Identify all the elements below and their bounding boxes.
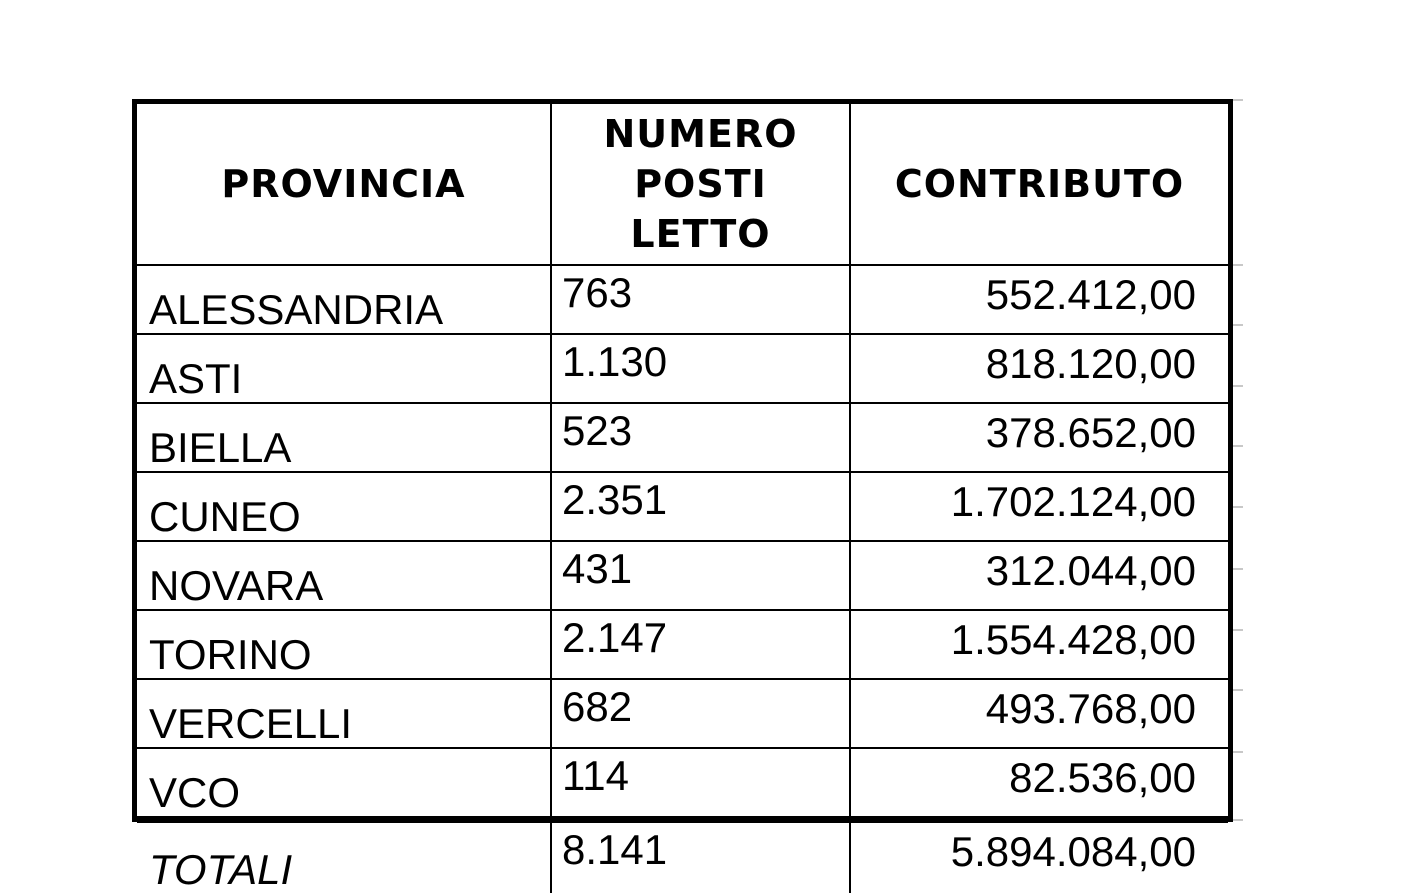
edge-tick — [1233, 445, 1243, 447]
header-contributo: CONTRIBUTO — [850, 104, 1228, 265]
header-numero-posti-letto-label: NUMERO POSTI LETTO — [603, 112, 798, 256]
edge-tick — [1233, 629, 1243, 631]
edge-tick — [1233, 819, 1243, 821]
edge-tick — [1233, 99, 1243, 101]
edge-tick — [1233, 385, 1243, 387]
province-contribution-table — [132, 99, 1233, 893]
cell-provincia: BIELLA — [137, 403, 551, 472]
cell-posti: 114 — [551, 748, 850, 820]
cell-totali-posti: 8.141 — [551, 820, 850, 894]
table-row — [137, 403, 1228, 472]
edge-tick — [1233, 689, 1243, 691]
cell-provincia: VERCELLI — [137, 679, 551, 748]
edge-tick — [1233, 506, 1243, 508]
cell-posti: 2.351 — [551, 472, 850, 541]
table-row — [137, 541, 1228, 610]
cell-provincia: NOVARA — [137, 541, 551, 610]
cell-contributo: 493.768,00 — [850, 679, 1228, 748]
edge-tick — [1233, 568, 1243, 570]
cell-provincia: ASTI — [137, 334, 551, 403]
cell-provincia: VCO — [137, 748, 551, 820]
cell-provincia: ALESSANDRIA — [137, 265, 551, 334]
cell-posti: 682 — [551, 679, 850, 748]
cell-contributo: 1.702.124,00 — [850, 472, 1228, 541]
cell-contributo: 82.536,00 — [850, 748, 1228, 820]
table-row — [137, 748, 1228, 820]
cell-contributo: 312.044,00 — [850, 541, 1228, 610]
table-row — [137, 265, 1228, 334]
edge-tick — [1233, 324, 1243, 326]
table-row — [137, 334, 1228, 403]
cell-totali-label: TOTALI — [137, 820, 551, 894]
cell-posti: 2.147 — [551, 610, 850, 679]
cell-provincia: TORINO — [137, 610, 551, 679]
cell-posti: 431 — [551, 541, 850, 610]
edge-tick — [1233, 751, 1243, 753]
data-table — [137, 104, 1228, 893]
cell-posti: 763 — [551, 265, 850, 334]
table-row — [137, 610, 1228, 679]
cell-contributo: 552.412,00 — [850, 265, 1228, 334]
header-row — [137, 104, 1228, 265]
cell-posti: 1.130 — [551, 334, 850, 403]
cell-contributo: 378.652,00 — [850, 403, 1228, 472]
cell-contributo: 818.120,00 — [850, 334, 1228, 403]
edge-tick — [1233, 264, 1243, 266]
cell-contributo: 1.554.428,00 — [850, 610, 1228, 679]
table-row — [137, 679, 1228, 748]
cell-provincia: CUNEO — [137, 472, 551, 541]
header-provincia: PROVINCIA — [137, 104, 551, 265]
cell-totali-contributo: 5.894.084,00 — [850, 820, 1228, 894]
header-numero-posti-letto — [551, 104, 850, 265]
totals-row — [137, 820, 1228, 894]
table-row — [137, 472, 1228, 541]
cell-posti: 523 — [551, 403, 850, 472]
